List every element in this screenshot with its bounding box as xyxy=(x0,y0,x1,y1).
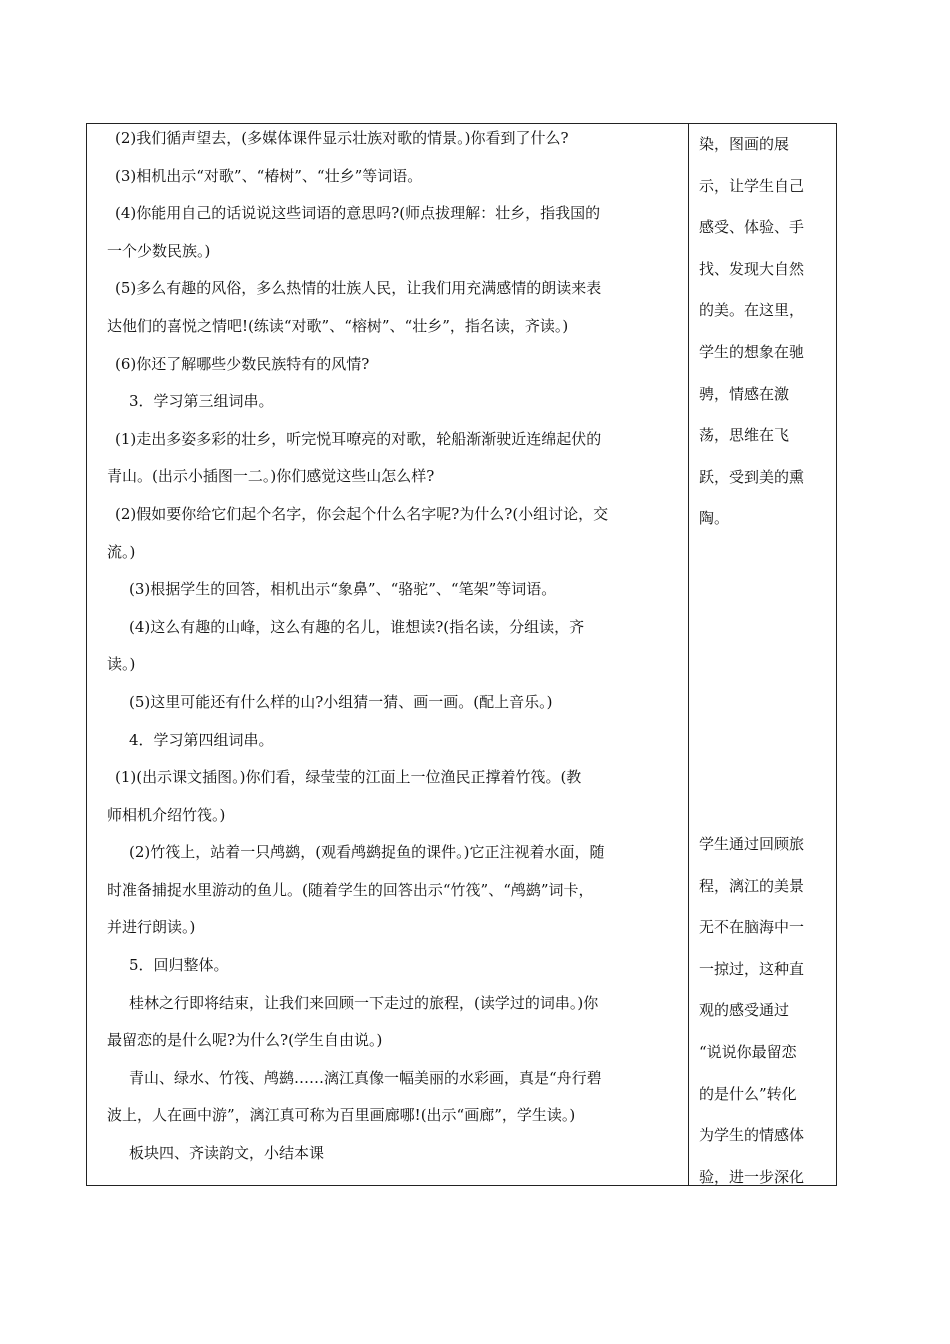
content-line: 板块四、齐读韵文，小结本课 xyxy=(129,1144,325,1163)
commentary-line: 一掠过，这种直 xyxy=(699,959,805,978)
commentary-line: 的是什么”转化 xyxy=(699,1084,797,1103)
content-line: (5)这里可能还有什么样的山?小组猜一猜、画一画。(配上音乐。) xyxy=(129,692,553,711)
lesson-table xyxy=(86,123,837,1186)
content-line: (2)竹筏上，站着一只鸬鹚，(观看鸬鹚捉鱼的课件。)它正注视着水面，随 xyxy=(129,843,605,862)
commentary-top xyxy=(699,124,829,540)
content-line: 4．学习第四组词串。 xyxy=(129,730,274,749)
content-line: 流。) xyxy=(107,542,136,561)
content-line: (5)多么有趣的风俗，多么热情的壮族人民，让我们用充满感情的朗读来表 xyxy=(115,279,602,298)
commentary-line: 荡，思维在飞 xyxy=(699,426,790,445)
content-line: (4)这么有趣的山峰，这么有趣的名儿，谁想读?(指名读，分组读，齐 xyxy=(129,617,585,636)
content-line: (4)你能用自己的话说说这些词语的意思吗?(师点拔理解：壮乡，指我国的 xyxy=(115,204,601,223)
commentary-line: 为学生的情感体 xyxy=(699,1126,805,1145)
content-line: 一个少数民族。) xyxy=(107,241,211,260)
content-line: 时准备捕捉水里游动的鱼儿。(随着学生的回答出示“竹筏”、“鸬鹚”词卡， xyxy=(107,880,594,899)
content-line: (6)你还了解哪些少数民族特有的风情? xyxy=(115,354,370,373)
commentary-line: 感受、体验、手 xyxy=(699,218,805,237)
commentary-line: 跃，受到美的熏 xyxy=(699,467,805,486)
content-line: (1)走出多姿多彩的壮乡，听完悦耳嘹亮的对歌，轮船渐渐驶近连绵起伏的 xyxy=(115,429,602,448)
commentary-column xyxy=(689,124,836,1185)
commentary-line: 找、发现大自然 xyxy=(699,259,805,278)
content-line: 青山、绿水、竹筏、鸬鹚……漓江真像一幅美丽的水彩画，真是“舟行碧 xyxy=(129,1068,602,1087)
commentary-line: 染，图画的展 xyxy=(699,135,790,153)
commentary-bottom xyxy=(699,824,829,1198)
content-line: 3．学习第三组词串。 xyxy=(129,392,274,411)
commentary-line: 观的感受通过 xyxy=(699,1001,790,1020)
content-line: (2)假如要你给它们起个名字，你会起个什么名字呢?为什么?(小组讨论，交 xyxy=(115,504,609,523)
content-line: 达他们的喜悦之情吧!(练读“对歌”、“榕树”、“壮乡”，指名读，齐读。) xyxy=(107,316,569,335)
commentary-line: 骋，情感在激 xyxy=(699,384,790,403)
content-line: 桂林之行即将结束，让我们来回顾一下走过的旅程，(读学过的词串。)你 xyxy=(129,993,599,1012)
commentary-line: “说说你最留恋 xyxy=(699,1042,797,1061)
commentary-line: 陶。 xyxy=(699,509,730,528)
commentary-line: 学生通过回顾旅 xyxy=(699,835,805,853)
content-line: 青山。(出示小插图一二。)你们感觉这些山怎么样? xyxy=(107,467,435,486)
commentary-line: 程，漓江的美景 xyxy=(699,876,805,895)
content-line: 读。) xyxy=(107,655,136,674)
content-line: 师相机介绍竹筏。) xyxy=(107,805,226,824)
commentary-line: 无不在脑海中一 xyxy=(699,918,805,937)
lesson-content-column xyxy=(87,124,689,1185)
commentary-line: 示，让学生自己 xyxy=(699,176,805,195)
commentary-line: 验，进一步深化 xyxy=(699,1167,805,1186)
content-line: 最留恋的是什么呢?为什么?(学生自由说。) xyxy=(107,1031,383,1050)
content-line: (3)相机出示“对歌”、“椿树”、“壮乡”等词语。 xyxy=(115,166,423,185)
commentary-line: 学生的想象在驰 xyxy=(699,342,805,361)
content-line: (2)我们循声望去，(多媒体课件显示壮族对歌的情景。)你看到了什么? xyxy=(115,129,569,147)
content-line: 并进行朗读。) xyxy=(107,918,196,937)
content-line: 波上，人在画中游”，漓江真可称为百里画廊哪!(出示“画廊”，学生读。) xyxy=(107,1106,576,1125)
content-line: (3)根据学生的回答，相机出示“象鼻”、“骆驼”、“笔架”等词语。 xyxy=(129,580,557,599)
content-line: (1)(出示课文插图。)你们看，绿莹莹的江面上一位渔民正撑着竹筏。(教 xyxy=(115,768,582,787)
content-line: 5．回归整体。 xyxy=(129,956,229,975)
commentary-line: 的美。在这里， xyxy=(699,301,805,320)
